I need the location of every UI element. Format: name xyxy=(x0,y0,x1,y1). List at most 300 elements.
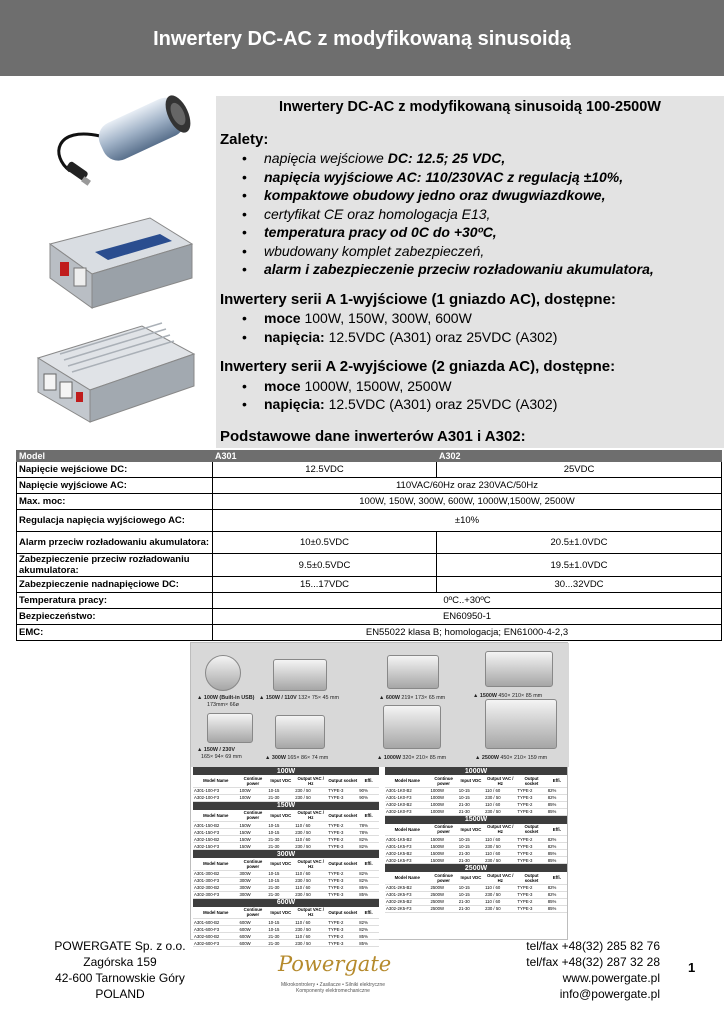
caption-2500w: ▲ 2500W 450× 210× 159 mm xyxy=(475,755,548,761)
series2-heading: Inwertery serii A 2-wyjściowe (2 gniazda AC), dostępne: xyxy=(220,358,616,375)
catalog-cell: 1000W xyxy=(429,808,457,815)
catalog-column-header: Output VAC / Hz xyxy=(484,775,516,787)
inverter-150w-230v-photo xyxy=(207,713,253,743)
catalog-cell: 85% xyxy=(358,884,379,891)
catalog-column-header: Model Name xyxy=(385,775,429,787)
catalog-cell: 600W xyxy=(238,940,267,947)
spec-shared: ±10% xyxy=(213,510,722,532)
catalog-cell: TYPE-2 xyxy=(327,836,358,843)
catalog-cell: 230 / 50 xyxy=(294,829,327,836)
catalog-table xyxy=(385,864,567,913)
inverter-2500w-photo xyxy=(485,699,557,749)
spec-header-model: Model xyxy=(17,451,213,462)
catalog-cell: TYPE-3 xyxy=(327,843,358,850)
catalog-table xyxy=(385,816,567,865)
catalog-cell: A301-300-B2 xyxy=(193,870,238,877)
catalog-cell: A301-300-F3 xyxy=(193,877,238,884)
inverter-300w-photo xyxy=(275,715,325,749)
catalog-cell: 21-30 xyxy=(458,801,484,808)
catalog-cell: 82% xyxy=(547,843,567,850)
spec-row xyxy=(17,462,722,478)
caption-100w-dim: 173mm× 66ø xyxy=(207,702,239,708)
catalog-row xyxy=(193,870,379,877)
spec-shared: 110VAC/60Hz oraz 230VAC/50Hz xyxy=(213,478,722,494)
catalog-table-title-row xyxy=(193,850,379,858)
spec-label: Regulacja napięcia wyjściowego AC: xyxy=(17,510,213,532)
catalog-cell: A302-1K5-B2 xyxy=(385,850,429,857)
inverter-150w-110v-photo xyxy=(273,659,327,691)
catalog-cell: TYPE-3 xyxy=(516,857,546,864)
catalog-cell: 300W xyxy=(238,877,267,884)
catalog-cell: A302-2K5-F3 xyxy=(385,905,429,912)
catalog-cell: TYPE-3 xyxy=(327,940,358,947)
catalog-cell: 600W xyxy=(238,933,267,940)
spec-label: Zabezpieczenie nadnapięciowe DC: xyxy=(17,577,213,593)
catalog-cell: 300W xyxy=(238,870,267,877)
catalog-table xyxy=(193,850,379,899)
catalog-cell: 85% xyxy=(547,850,567,857)
catalog-cell: 2500W xyxy=(429,891,457,898)
caption-1000w: ▲ 1000W 320× 210× 85 mm xyxy=(377,755,447,761)
catalog-cell: A301-1K0-B2 xyxy=(385,787,429,794)
catalog-cell: 82% xyxy=(547,836,567,843)
catalog-cell: TYPE-2 xyxy=(327,933,358,940)
catalog-cell: A302-1K0-B2 xyxy=(385,801,429,808)
catalog-cell: 10-15 xyxy=(458,794,484,801)
spec-a301: 15...17VDC xyxy=(213,577,437,593)
catalog-column-header: Effi. xyxy=(547,775,567,787)
catalog-cell: A302-1K0-F3 xyxy=(385,808,429,815)
catalog-row xyxy=(385,898,567,905)
catalog-cell: A301-600-F3 xyxy=(193,926,238,933)
catalog-column-header: Continue power xyxy=(429,824,457,836)
catalog-cell: 1000W xyxy=(429,787,457,794)
phone-2: tel/fax +48(32) 287 32 28 xyxy=(526,955,660,969)
catalog-cell: 10-15 xyxy=(458,836,484,843)
catalog-cell: A301-2K5-B2 xyxy=(385,884,429,891)
page-title: Inwertery DC-AC z modyfikowaną sinusoidą xyxy=(153,28,571,50)
catalog-cell: 110 / 60 xyxy=(484,787,516,794)
catalog-row xyxy=(193,884,379,891)
catalog-cell: 10-15 xyxy=(458,843,484,850)
spec-a302: 30...32VDC xyxy=(437,577,722,593)
catalog-cell: 82% xyxy=(547,787,567,794)
catalog-column-header: Output VAC / Hz xyxy=(294,907,327,919)
catalog-cell: 82% xyxy=(358,836,379,843)
catalog-row xyxy=(385,857,567,864)
catalog-column-header: Model Name xyxy=(193,858,238,870)
catalog-cell: 85% xyxy=(547,801,567,808)
catalog-cell: 21-30 xyxy=(267,836,294,843)
catalog-column-header: Effi. xyxy=(547,872,567,884)
spec-heading: Podstawowe dane inwerterów A301 i A302: xyxy=(220,427,526,445)
spec-label: Zabezpieczenie przeciw rozładowaniu akumulatora: xyxy=(17,554,213,577)
series1-list xyxy=(242,309,720,346)
catalog-row xyxy=(385,905,567,912)
catalog-table-title: 300W xyxy=(193,850,379,858)
catalog-cell: 230 / 50 xyxy=(484,843,516,850)
series1-power: • moce 100W, 150W, 300W, 600W xyxy=(242,309,720,328)
spec-label: Napięcie wejściowe DC: xyxy=(17,462,213,478)
advantage-item: • kompaktowe obudowy jedno oraz dwugwiazdkowe, xyxy=(242,186,720,205)
advantage-item: • napięcia wyjściowe AC: 110/230VAC z regulacją ±10%, xyxy=(242,168,720,187)
catalog-row xyxy=(385,836,567,843)
catalog-cell: 1000W xyxy=(429,794,457,801)
catalog-row xyxy=(193,843,379,850)
catalog-cell: TYPE-2 xyxy=(327,870,358,877)
catalog-cell: TYPE-3 xyxy=(327,926,358,933)
catalog-table-title: 150W xyxy=(193,802,379,810)
catalog-table xyxy=(193,802,379,851)
catalog-cell: 90% xyxy=(358,794,379,801)
catalog-column-header: Output VAC / Hz xyxy=(484,872,516,884)
website-link[interactable]: www.powergate.pl xyxy=(562,971,660,985)
catalog-cell: 82% xyxy=(547,794,567,801)
spec-a301: 12.5VDC xyxy=(213,462,437,478)
advantages-heading: Zalety: xyxy=(220,130,269,148)
company-street: Zagórska 159 xyxy=(83,955,157,969)
catalog-column-header-row xyxy=(193,858,379,870)
catalog-cell: A302-1K5-F3 xyxy=(385,857,429,864)
catalog-table-title: 100W xyxy=(193,767,379,775)
catalog-cell: A301-1K5-B2 xyxy=(385,836,429,843)
dual-socket-inverter-photo xyxy=(30,314,200,426)
catalog-cell: 150W xyxy=(238,836,267,843)
catalog-cell: A301-1K5-F3 xyxy=(385,843,429,850)
catalog-cell: 230 / 50 xyxy=(294,940,327,947)
catalog-column-header: Input VDC xyxy=(458,872,484,884)
catalog-column-header: Output socket xyxy=(327,907,358,919)
catalog-table-title: 600W xyxy=(193,899,379,907)
catalog-column-header: Output VAC / Hz xyxy=(294,775,327,787)
catalog-row xyxy=(385,801,567,808)
catalog-table-title: 2500W xyxy=(385,864,567,872)
intro-title: Inwertery DC-AC z modyfikowaną sinusoidą 100-2500W xyxy=(279,99,661,115)
catalog-column-header: Continue power xyxy=(238,810,267,822)
spec-label: Temperatura pracy: xyxy=(17,593,213,609)
series1-heading: Inwertery serii A 1-wyjściowe (1 gniazdo AC), dostępne: xyxy=(220,290,616,308)
caption-150w-110v: ▲ 150W / 110V 132× 75× 45 mm xyxy=(259,695,339,701)
spec-shared: 100W, 150W, 300W, 600W, 1000W,1500W, 2500W xyxy=(213,494,722,510)
series2-power: • moce 1000W, 1500W, 2500W xyxy=(242,377,720,396)
catalog-cell: 21-30 xyxy=(458,898,484,905)
advantage-item: • certyfikat CE oraz homologacja E13, xyxy=(242,205,720,224)
catalog-cell: TYPE-2 xyxy=(327,822,358,829)
catalog-column-header: Output VAC / Hz xyxy=(294,858,327,870)
catalog-cell: 2500W xyxy=(429,905,457,912)
catalog-column-header-row xyxy=(193,810,379,822)
catalog-column-header: Output socket xyxy=(327,858,358,870)
catalog-cell: 78% xyxy=(358,822,379,829)
catalog-cell: 110 / 60 xyxy=(484,801,516,808)
spec-label: Alarm przeciw rozładowaniu akumulatora: xyxy=(17,532,213,554)
catalog-column-header: Input VDC xyxy=(267,810,294,822)
catalog-cell: TYPE-3 xyxy=(327,787,358,794)
catalog-cell: A301-100-F3 xyxy=(193,787,238,794)
catalog-cell: TYPE-3 xyxy=(516,808,546,815)
catalog-cell: A302-150-F3 xyxy=(193,843,238,850)
catalog-column-header: Continue power xyxy=(429,872,457,884)
inverter-1000w-photo xyxy=(383,705,441,749)
spec-a302: 19.5±1.0VDC xyxy=(437,554,722,577)
caption-600w: ▲ 600W 219× 173× 65 mm xyxy=(379,695,446,701)
catalog-column-header: Effi. xyxy=(358,775,379,787)
catalog-column-header: Output socket xyxy=(327,810,358,822)
spec-shared: 0ºC..+30ºC xyxy=(213,593,722,609)
caption-150w-230v-dim: 165× 94× 69 mm xyxy=(201,754,242,760)
catalog-cell: 82% xyxy=(358,877,379,884)
catalog-cell: TYPE-2 xyxy=(516,850,546,857)
catalog-cell: 300W xyxy=(238,884,267,891)
car-plug-inverter-photo xyxy=(40,96,200,196)
catalog-table-title-row xyxy=(193,802,379,810)
catalog-row xyxy=(193,926,379,933)
catalog-cell: 10-15 xyxy=(458,787,484,794)
catalog-cell: 82% xyxy=(358,843,379,850)
catalog-cell: 21-30 xyxy=(267,794,294,801)
catalog-cell: 21-30 xyxy=(458,850,484,857)
catalog-column-header: Effi. xyxy=(358,810,379,822)
catalog-cell: 110 / 60 xyxy=(294,884,327,891)
spec-row xyxy=(17,554,722,577)
catalog-column-header: Output VAC / Hz xyxy=(294,810,327,822)
catalog-cell: A302-150-B2 xyxy=(193,836,238,843)
page-number: 1 xyxy=(688,960,696,975)
catalog-cell: TYPE-3 xyxy=(516,905,546,912)
spec-label: Napięcie wyjściowe AC: xyxy=(17,478,213,494)
catalog-cell: A301-2K5-F3 xyxy=(385,891,429,898)
catalog-table-title-row xyxy=(385,864,567,872)
inverter-100w-photo xyxy=(205,655,241,691)
catalog-column-header: Effi. xyxy=(358,858,379,870)
catalog-cell: 300W xyxy=(238,891,267,898)
catalog-cell: 110 / 60 xyxy=(294,933,327,940)
catalog-cell: 150W xyxy=(238,829,267,836)
spec-row xyxy=(17,478,722,494)
catalog-cell: 10-15 xyxy=(267,919,294,926)
catalog-cell: 10-15 xyxy=(267,870,294,877)
catalog-cell: 90% xyxy=(358,787,379,794)
company-name: POWERGATE Sp. z o.o. xyxy=(54,939,186,953)
catalog-column-header: Effi. xyxy=(547,824,567,836)
catalog-cell: 82% xyxy=(358,926,379,933)
catalog-cell: 150W xyxy=(238,822,267,829)
spec-row xyxy=(17,532,722,554)
catalog-row xyxy=(385,884,567,891)
catalog-row xyxy=(193,822,379,829)
catalog-column-header: Input VDC xyxy=(267,775,294,787)
catalog-cell: 230 / 50 xyxy=(484,891,516,898)
catalog-cell: 1500W xyxy=(429,857,457,864)
catalog-cell: TYPE-2 xyxy=(516,836,546,843)
catalog-cell: TYPE-3 xyxy=(327,794,358,801)
catalog-cell: 1500W xyxy=(429,836,457,843)
catalog-row xyxy=(385,850,567,857)
catalog-cell: 110 / 60 xyxy=(294,870,327,877)
catalog-cell: 10-15 xyxy=(458,884,484,891)
spec-label: Bezpieczeństwo: xyxy=(17,609,213,625)
catalog-right-tables xyxy=(385,767,567,913)
catalog-cell: A302-600-F3 xyxy=(193,940,238,947)
catalog-cell: 110 / 60 xyxy=(294,822,327,829)
spec-row xyxy=(17,625,722,641)
spec-label: EMC: xyxy=(17,625,213,641)
catalog-row xyxy=(193,829,379,836)
catalog-row xyxy=(193,877,379,884)
inverter-600w-photo xyxy=(387,655,439,689)
catalog-cell: 85% xyxy=(547,808,567,815)
inverter-1500w-photo xyxy=(485,651,553,687)
logo-wordmark: Powergate xyxy=(278,952,392,976)
catalog-cell: 100W xyxy=(238,787,267,794)
catalog-cell: TYPE-2 xyxy=(327,884,358,891)
catalog-cell: 10-15 xyxy=(267,829,294,836)
catalog-cell: 110 / 60 xyxy=(294,836,327,843)
caption-300w: ▲ 300W 165× 86× 74 mm xyxy=(265,755,329,761)
catalog-table-title-row xyxy=(385,816,567,824)
catalog-cell: 82% xyxy=(358,870,379,877)
email-link[interactable]: info@powergate.pl xyxy=(559,987,660,1001)
catalog-column-header-row xyxy=(193,775,379,787)
catalog-cell: 85% xyxy=(358,891,379,898)
catalog-column-header: Input VDC xyxy=(267,858,294,870)
catalog-column-header-row xyxy=(385,824,567,836)
catalog-table-title-row xyxy=(385,767,567,775)
catalog-cell: 85% xyxy=(358,940,379,947)
catalog-cell: TYPE-2 xyxy=(516,787,546,794)
spec-a302: 25VDC xyxy=(437,462,722,478)
catalog-cell: 21-30 xyxy=(458,808,484,815)
caption-150w-230v: ▲ 150W / 230V xyxy=(197,747,235,753)
catalog-column-header: Model Name xyxy=(193,810,238,822)
catalog-cell: 230 / 50 xyxy=(484,905,516,912)
catalog-table-title: 1000W xyxy=(385,767,567,775)
catalog-cell: 230 / 50 xyxy=(484,808,516,815)
catalog-cell: TYPE-3 xyxy=(327,877,358,884)
catalog-table xyxy=(385,767,567,816)
phone-1: tel/fax +48(32) 285 82 76 xyxy=(526,939,660,953)
catalog-column-header: Continue power xyxy=(238,775,267,787)
catalog-column-header: Effi. xyxy=(358,907,379,919)
advantage-item: • temperatura pracy od 0C do +30ºC, xyxy=(242,223,720,242)
catalog-row xyxy=(193,836,379,843)
catalog-cell: 85% xyxy=(547,857,567,864)
spec-a301: 10±0.5VDC xyxy=(213,532,437,554)
catalog-row xyxy=(385,843,567,850)
catalog-column-header: Output VAC / Hz xyxy=(484,824,516,836)
spec-header-row xyxy=(17,451,722,462)
catalog-column-header: Model Name xyxy=(193,907,238,919)
spec-shared: EN60950-1 xyxy=(213,609,722,625)
product-photos xyxy=(0,76,216,448)
catalog-column-header: Model Name xyxy=(385,872,429,884)
catalog-cell: TYPE-3 xyxy=(516,794,546,801)
caption-100w: ▲ 100W (Built-in USB) xyxy=(197,695,255,701)
catalog-cell: 230 / 50 xyxy=(294,926,327,933)
catalog-cell: A302-2K5-B2 xyxy=(385,898,429,905)
catalog-cell: A302-100-F3 xyxy=(193,794,238,801)
catalog-cell: A301-600-B2 xyxy=(193,919,238,926)
company-address xyxy=(36,938,204,1002)
caption-1500w: ▲ 1500W 450× 210× 85 mm xyxy=(473,693,543,699)
catalog-cell: 21-30 xyxy=(267,891,294,898)
catalog-cell: 21-30 xyxy=(458,905,484,912)
catalog-row xyxy=(385,891,567,898)
series2-voltage: • napięcia: 12.5VDC (A301) oraz 25VDC (A302) xyxy=(242,395,720,414)
catalog-column-header: Input VDC xyxy=(458,775,484,787)
catalog-table-title: 1500W xyxy=(385,816,567,824)
catalog-cell: 10-15 xyxy=(458,891,484,898)
catalog-cell: 2500W xyxy=(429,898,457,905)
catalog-column-header: Model Name xyxy=(385,824,429,836)
catalog-row xyxy=(193,919,379,926)
catalog-row xyxy=(385,808,567,815)
advantages-list xyxy=(242,149,720,279)
spec-header-a301: A301 xyxy=(213,451,437,462)
catalog-cell: 110 / 60 xyxy=(294,919,327,926)
catalog-cell: 82% xyxy=(358,919,379,926)
advantage-item: • alarm i zabezpieczenie przeciw rozładowaniu akumulatora, xyxy=(242,260,720,279)
catalog-cell: 10-15 xyxy=(267,926,294,933)
spec-header-a302: A302 xyxy=(437,451,722,462)
catalog-cell: TYPE-2 xyxy=(327,919,358,926)
catalog-column-header: Output socket xyxy=(516,872,546,884)
spec-a302: 20.5±1.0VDC xyxy=(437,532,722,554)
catalog-table-title-row xyxy=(193,767,379,775)
catalog-column-header: Output socket xyxy=(327,775,358,787)
catalog-cell: 1500W xyxy=(429,843,457,850)
catalog-cell: 600W xyxy=(238,926,267,933)
page-header xyxy=(0,0,724,76)
advantage-item: • wbudowany komplet zabezpieczeń, xyxy=(242,242,720,261)
series1-voltage: • napięcia: 12.5VDC (A301) oraz 25VDC (A302) xyxy=(242,328,720,347)
catalog-column-header: Model Name xyxy=(193,775,238,787)
catalog-cell: 1000W xyxy=(429,801,457,808)
catalog-cell: 230 / 50 xyxy=(484,794,516,801)
catalog-cell: TYPE-2 xyxy=(516,898,546,905)
catalog-cell: TYPE-2 xyxy=(516,884,546,891)
catalog-cell: 110 / 60 xyxy=(484,898,516,905)
catalog-cell: 21-30 xyxy=(267,940,294,947)
catalog-cell: 230 / 50 xyxy=(294,787,327,794)
catalog-cell: 230 / 50 xyxy=(294,877,327,884)
page-footer xyxy=(0,936,724,1024)
series2-list xyxy=(242,377,720,414)
powergate-logo xyxy=(266,952,396,1012)
catalog-image xyxy=(190,642,568,946)
catalog-row xyxy=(385,787,567,794)
catalog-cell: TYPE-3 xyxy=(516,843,546,850)
catalog-row xyxy=(193,787,379,794)
catalog-cell: 230 / 50 xyxy=(294,794,327,801)
box-inverter-photo xyxy=(40,204,200,312)
catalog-cell: 2500W xyxy=(429,884,457,891)
spec-a301: 9.5±0.5VDC xyxy=(213,554,437,577)
catalog-cell: 230 / 50 xyxy=(294,891,327,898)
spec-shared: EN55022 klasa B; homologacja; EN61000-4-2,3 xyxy=(213,625,722,641)
catalog-column-header-row xyxy=(385,872,567,884)
catalog-column-header: Continue power xyxy=(429,775,457,787)
features-text xyxy=(220,96,720,446)
catalog-cell: 230 / 50 xyxy=(484,857,516,864)
catalog-cell: 10-15 xyxy=(267,877,294,884)
catalog-left-tables xyxy=(193,767,379,947)
catalog-cell: 21-30 xyxy=(267,843,294,850)
catalog-cell: TYPE-3 xyxy=(516,891,546,898)
catalog-cell: 85% xyxy=(358,933,379,940)
catalog-cell: TYPE-2 xyxy=(516,801,546,808)
catalog-column-header: Continue power xyxy=(238,907,267,919)
